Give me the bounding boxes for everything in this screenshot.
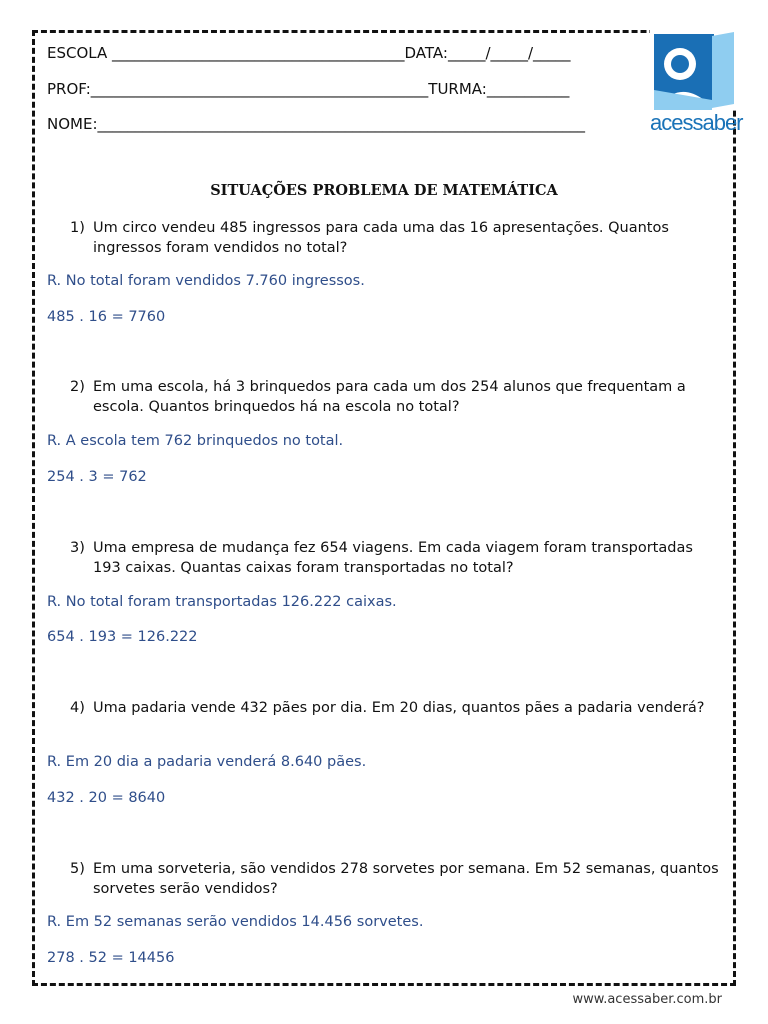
page-border	[32, 30, 743, 986]
calculation-1: 485 . 16 = 7760	[47, 309, 166, 325]
nome-line: NOME:_________________________________________________________________	[47, 115, 586, 133]
answer-5: R. Em 52 semanas serão vendidos 14.456 sorvetes.	[47, 914, 424, 930]
answer-1: R. No total foram vendidos 7.760 ingressos.	[47, 273, 365, 289]
worksheet-title: SITUAÇÕES PROBLEMA DE MATEMÁTICA	[210, 182, 558, 199]
footer-url: www.acessaber.com.br	[572, 992, 722, 1007]
question-text: Um circo vendeu 485 ingressos para cada uma das 16 apresentações. Quantos ingressos foram vendidos no total?	[93, 220, 669, 256]
escola-data-line: ESCOLA _______________________________________DATA:_____/_____/_____	[47, 44, 571, 62]
answer-4: R. Em 20 dia a padaria venderá 8.640 pães.	[47, 754, 367, 770]
question-number: 2)	[70, 379, 85, 395]
question-text: Uma padaria vende 432 pães por dia. Em 20 dias, quantos pães a padaria venderá?	[93, 700, 705, 716]
question-text: Em uma sorveteria, são vendidos 278 sorvetes por semana. Em 52 semanas, quantos sorvetes serão vendidos?	[93, 861, 719, 897]
calculation-4: 432 . 20 = 8640	[47, 790, 166, 806]
calculation-5: 278 . 52 = 14456	[47, 950, 175, 966]
question-text: Uma empresa de mudança fez 654 viagens. Em cada viagem foram transportadas 193 caixas. Quantas caixas foram transportadas no total?	[93, 540, 693, 576]
question-text: Em uma escola, há 3 brinquedos para cada um dos 254 alunos que frequentam a escola. Quantos brinquedos há na escola no total?	[93, 379, 686, 415]
answer-2: R. A escola tem 762 brinquedos no total.	[47, 433, 344, 449]
calculation-3: 654 . 193 = 126.222	[47, 629, 198, 645]
question-number: 1)	[70, 220, 85, 236]
logo-wordmark: acessaber	[650, 110, 743, 135]
question-number: 4)	[70, 700, 85, 716]
question-5	[70, 859, 720, 899]
question-1	[70, 218, 720, 258]
calculation-2: 254 . 3 = 762	[47, 469, 147, 485]
question-2	[70, 377, 720, 417]
question-3	[70, 538, 720, 578]
question-number: 5)	[70, 861, 85, 877]
question-number: 3)	[70, 540, 85, 556]
question-4	[70, 698, 720, 718]
answer-3: R. No total foram transportadas 126.222 caixas.	[47, 594, 397, 610]
prof-turma-line: PROF:_____________________________________________TURMA:___________	[47, 80, 570, 98]
